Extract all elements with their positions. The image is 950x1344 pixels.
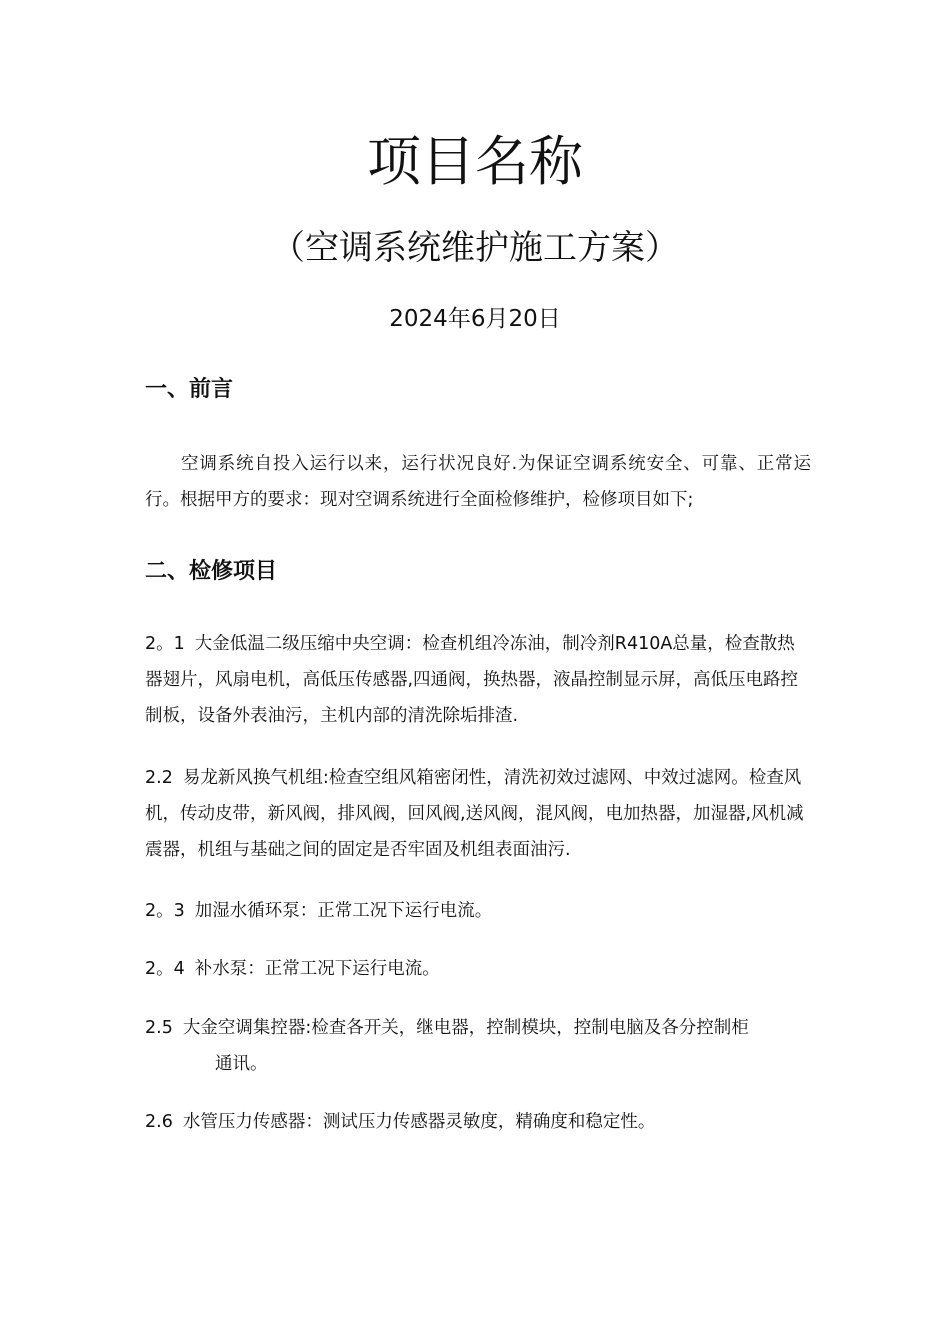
maintenance-item [145,1010,811,1082]
document-date: 2024年6月20日 [389,306,561,332]
maintenance-item [145,951,811,987]
item-text: 大金低温二级压缩中央空调：检查机组冷冻油，制冷剂R410A总量，检查散热器翅片，风扇电机，高低压传感器,四通阀，换热器，液晶控制显示屏，高低压电路控制板，设备外表油污，主机内部的清洗除垢排渣. [145,634,799,726]
preface-paragraph: 空调系统自投入运行以来，运行状况良好.为保证空调系统安全、可靠、正常运行。根据甲方的要求：现对空调系统进行全面检修维护，检修项目如下; [145,454,811,510]
item-number: 2。1 [145,634,185,654]
item-text: 加湿水循环泵：正常工况下运行电流。 [194,901,493,921]
item-text: 补水泵：正常工况下运行电流。 [194,959,440,979]
section-heading-maintenance-items: 二、检修项目 [145,559,278,584]
item-number: 2.6 [145,1112,173,1132]
item-text: 易龙新风换气机组:检查空组风箱密闭性，清洗初效过滤网、中效过滤网。检查风机，传动皮带，新风阀，排风阀，回风阀,送风阀，混风阀，电加热器，加湿器,风机减震器，机组与基础之间的固定是否牢固及机组表面油污. [145,768,804,860]
maintenance-item [145,893,811,929]
item-number: 2.2 [145,768,173,788]
document-title: 项目名称 [367,130,583,193]
maintenance-item [145,626,811,734]
item-number: 2。4 [145,959,185,979]
maintenance-item [145,760,811,868]
section-heading-preface: 一、前言 [145,377,234,402]
item-text-continuation: 通讯。 [215,1054,268,1074]
item-text: 水管压力传感器：测试压力传感器灵敏度，精确度和稳定性。 [182,1112,656,1132]
document-subtitle: （空调系统维护施工方案） [271,228,679,268]
item-text: 大金空调集控器:检查各开关，继电器，控制模块，控制电脑及各分控制柜 [182,1018,749,1038]
maintenance-item [145,1104,811,1140]
item-number: 2.5 [145,1018,173,1038]
item-number: 2。3 [145,901,185,921]
